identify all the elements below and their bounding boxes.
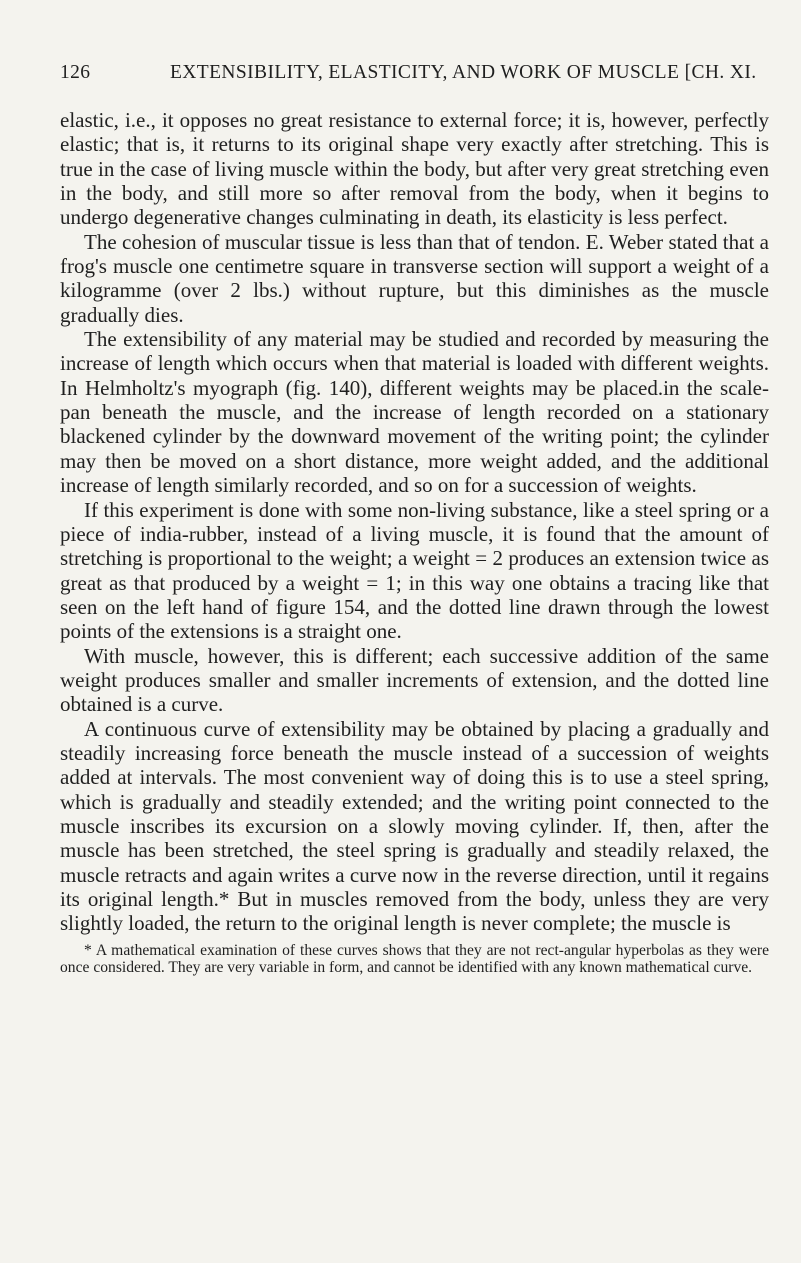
- page-header: [60, 62, 769, 90]
- paragraph: If this experiment is done with some non-living substance, like a steel spring or a piece of india-rubber, instead of a living muscle, it is found that the amount of stretching is proportional to the weight; a weight = 2 produces an extension twice as great as that produced by a weight = 1; in this way one obtains a tracing like that seen on the left hand of figure 154, and the dotted line drawn through the lowest points of the extensions is a straight one.: [60, 497, 769, 644]
- paragraph: The cohesion of muscular tissue is less than that of tendon. E. Weber stated that a frog's muscle one centimetre square in transverse section will support a weight of a kilogramme (over 2 lbs.) without rupture, but this diminishes as the muscle gradually dies.: [60, 229, 769, 327]
- paragraph: The extensibility of any material may be studied and recorded by measuring the increase of length which occurs when that material is loaded with different weights. In Helmholtz's myograph (fig. 140), different weights may be placed.in the scale-pan beneath the muscle, and the increase of length recorded on a stationary blackened cylinder by the downward movement of the writing point; the cylinder may then be moved on a short distance, more weight added, and the additional increase of length similarly recorded, and so on for a succession of weights.: [60, 327, 769, 498]
- book-page: [60, 62, 769, 977]
- paragraph: elastic, i.e., it opposes no great resistance to external force; it is, however, perfectly elastic; that is, it returns to its original shape very exactly after stretching. This is true in the case of living muscle within the body, but after very great stretching even in the body, and still more so after removal from the body, when it begins to undergo degenerative changes culminating in death, its elasticity is less perfect.: [60, 108, 769, 230]
- body-text: [60, 108, 769, 936]
- footnote: * A mathematical examination of these curves shows that they are not rect-angular hyperbolas as they were once considered. They are very variable in form, and cannot be identified with any known mathematical curve.: [60, 941, 769, 977]
- paragraph: With muscle, however, this is different; each successive addition of the same weight produces smaller and smaller increments of extension, and the dotted line obtained is a curve.: [60, 643, 769, 717]
- paragraph: A continuous curve of extensibility may be obtained by placing a gradually and steadily increasing force beneath the muscle instead of a succession of weights added at intervals. The most convenient way of doing this is to use a steel spring, which is gradually and steadily extended; and the writing point connected to the muscle inscribes its excursion on a slowly moving cylinder. If, then, after the muscle has been stretched, the steel spring is gradually and steadily relaxed, the muscle retracts and again writes a curve now in the reverse direction, until it regains its original length.* But in muscles removed from the body, unless they are very slightly loaded, the return to the original length is never complete; the muscle is: [60, 716, 769, 936]
- page-number: 126: [60, 62, 91, 83]
- running-head: EXTENSIBILITY, ELASTICITY, AND WORK OF MUSCLE [CH. XI.: [170, 62, 757, 83]
